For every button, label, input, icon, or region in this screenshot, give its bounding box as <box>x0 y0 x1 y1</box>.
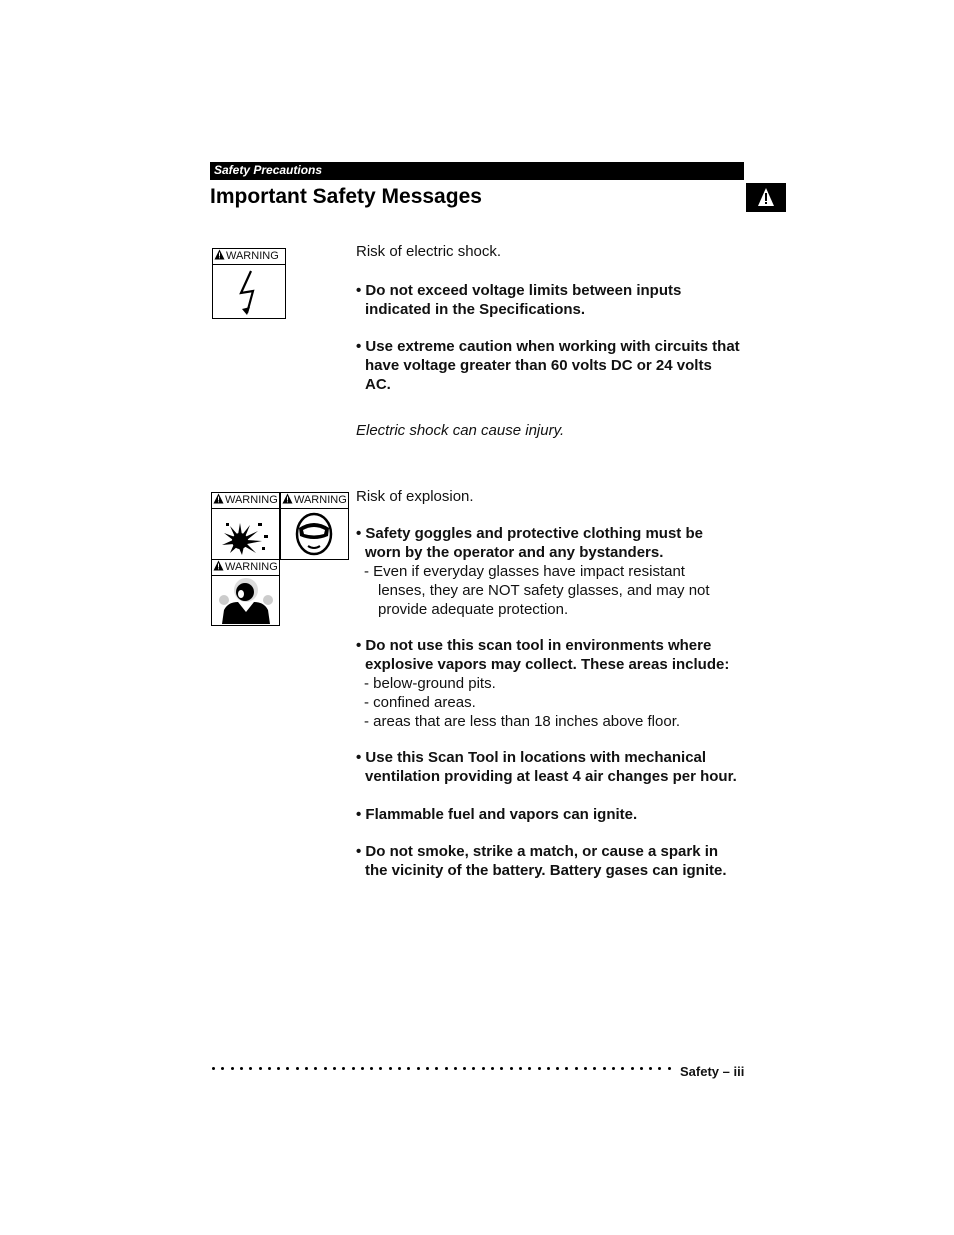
section-label: Safety Precautions <box>214 163 323 177</box>
leader-dot <box>407 1067 410 1070</box>
protective-clothing-icon <box>218 578 274 624</box>
leader-dot <box>277 1067 280 1070</box>
leader-dot <box>649 1067 652 1070</box>
section-header-bar <box>210 162 744 180</box>
leader-dot <box>212 1067 215 1070</box>
leader-dot <box>286 1067 289 1070</box>
page-title: Important Safety Messages <box>210 185 482 208</box>
leader-dot <box>296 1067 299 1070</box>
leader-dot <box>528 1067 531 1070</box>
bullet-extreme-caution: • Use extreme caution when working with circuits that have voltage greater than 60 volts DC or 24 volts AC. <box>356 338 740 393</box>
leader-dot <box>268 1067 271 1070</box>
warning-triangle-icon <box>214 249 225 260</box>
leader-dot <box>472 1067 475 1070</box>
leader-dot <box>259 1067 262 1070</box>
bullet-voltage-limits: • Do not exceed voltage limits between inputs indicated in the Specifications. <box>356 282 682 318</box>
leader-dot <box>668 1067 671 1070</box>
goggles-warning-sign: WARNING <box>280 492 349 560</box>
safety-side-tab <box>746 183 786 212</box>
leader-dot <box>463 1067 466 1070</box>
leader-dot <box>519 1067 522 1070</box>
leader-dot <box>398 1067 401 1070</box>
leader-dot <box>361 1067 364 1070</box>
leader-dot <box>621 1067 624 1070</box>
leader-dot <box>584 1067 587 1070</box>
leader-dot <box>426 1067 429 1070</box>
leader-dot <box>640 1067 643 1070</box>
warning-triangle-icon <box>757 187 775 207</box>
leader-dot <box>370 1067 373 1070</box>
leader-dot <box>603 1067 606 1070</box>
risk-explosion: Risk of explosion. <box>356 488 474 505</box>
leader-dot <box>538 1067 541 1070</box>
leader-dot <box>305 1067 308 1070</box>
leader-dot <box>314 1067 317 1070</box>
leader-dot <box>565 1067 568 1070</box>
bullet-flammable-fuel: • Flammable fuel and vapors can ignite. <box>356 806 638 823</box>
leader-dot <box>379 1067 382 1070</box>
leader-dot <box>658 1067 661 1070</box>
leader-dot <box>631 1067 634 1070</box>
bullet-no-smoking: • Do not smoke, strike a match, or cause a spark in the vicinity of the battery. Battery gases can ignite. <box>356 843 727 879</box>
leader-dot <box>342 1067 345 1070</box>
leader-dot <box>500 1067 503 1070</box>
consequence-electric-shock: Electric shock can cause injury. <box>356 422 565 439</box>
leader-dot <box>435 1067 438 1070</box>
leader-dot <box>575 1067 578 1070</box>
leader-dot <box>240 1067 243 1070</box>
leader-dot <box>231 1067 234 1070</box>
leader-dot <box>510 1067 513 1070</box>
risk-electric-shock: Risk of electric shock. <box>356 243 502 260</box>
lightning-bolt-icon <box>233 269 265 317</box>
explosion-warning-sign: WARNING <box>211 492 280 560</box>
leader-dot <box>482 1067 485 1070</box>
leader-dot <box>352 1067 355 1070</box>
leader-dot <box>491 1067 494 1070</box>
warning-triangle-icon <box>282 493 293 504</box>
leader-dot <box>593 1067 596 1070</box>
electric-shock-warning-sign <box>212 248 286 319</box>
leader-dot <box>454 1067 457 1070</box>
explosion-icon <box>218 511 274 557</box>
warning-triangle-icon <box>213 493 224 504</box>
bullet-explosive-vapors: • Do not use this scan tool in environments where explosive vapors may collect. These areas include: - below-ground pits. - confined areas. - areas that are less than 18 inches above floor. <box>356 637 730 730</box>
bullet-safety-goggles: • Safety goggles and protective clothing must be worn by the operator and any bystanders. - Even if everyday glasses have impact resistant lenses, they are NOT safety glasses, and may not provide adequate protection. <box>356 525 710 618</box>
page-number-label: Safety – iii <box>680 1064 745 1079</box>
leader-dot <box>547 1067 550 1070</box>
leader-dot <box>556 1067 559 1070</box>
leader-dot <box>249 1067 252 1070</box>
leader-dot <box>417 1067 420 1070</box>
leader-dot <box>221 1067 224 1070</box>
leader-dot <box>389 1067 392 1070</box>
leader-dot <box>612 1067 615 1070</box>
safety-goggles-icon <box>295 512 333 556</box>
protective-clothing-warning-sign: WARNING <box>211 559 280 626</box>
warning-word: WARNING <box>226 250 279 262</box>
warning-triangle-icon <box>213 560 224 571</box>
footer-dotted-leader <box>212 1064 672 1074</box>
leader-dot <box>324 1067 327 1070</box>
leader-dot <box>445 1067 448 1070</box>
leader-dot <box>333 1067 336 1070</box>
bullet-ventilation: • Use this Scan Tool in locations with mechanical ventilation providing at least 4 air changes per hour. <box>356 749 737 785</box>
